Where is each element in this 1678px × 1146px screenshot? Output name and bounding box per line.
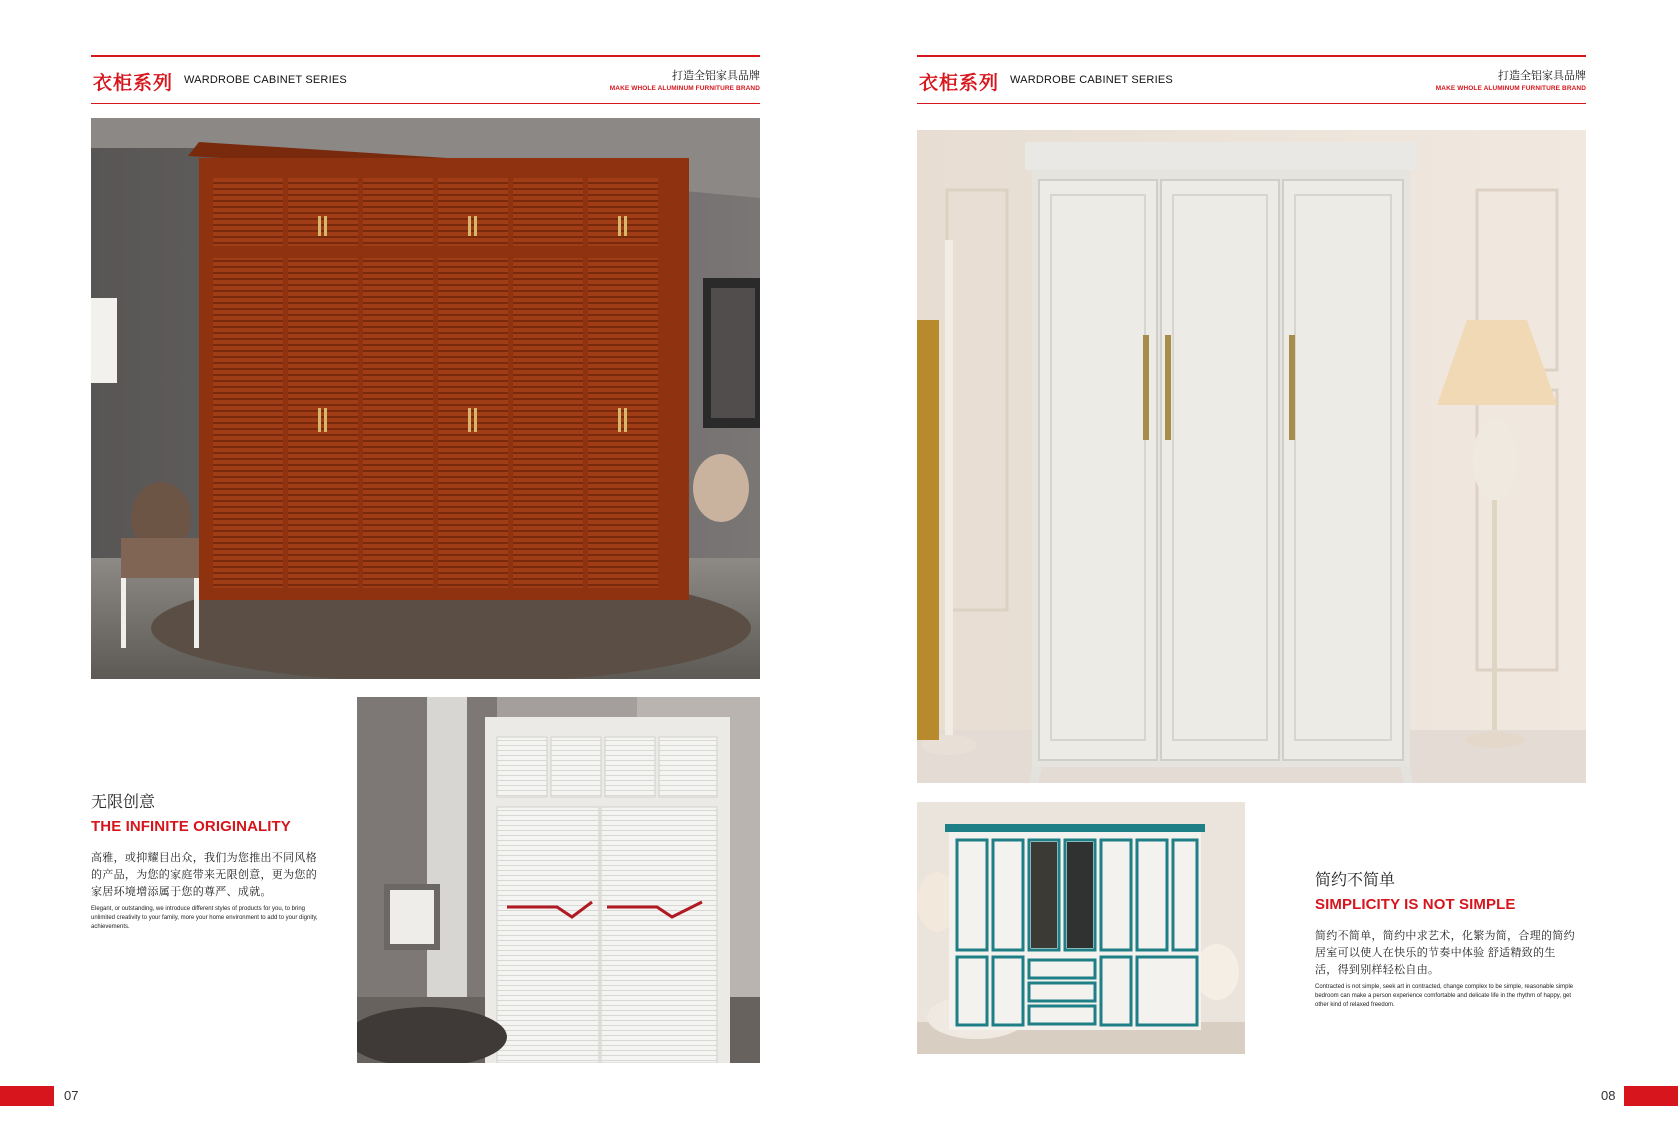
page-header xyxy=(917,55,1586,104)
section-heading-cn: 简约不简单 xyxy=(1315,872,1396,889)
series-title-en: WARDROBE CABINET SERIES xyxy=(184,74,347,86)
section-heading-cn: 无限创意 xyxy=(91,794,156,811)
page-number: 08 xyxy=(1601,1088,1616,1103)
body-text-en: Elegant, or outstanding, we introduce different styles of products for you, to bring unlimited creativity to your family, more your home environment to add to your dignity, achievements. xyxy=(91,906,318,930)
brand-slogan-cn: 打造全铝家具品牌 xyxy=(1498,70,1586,82)
white-three-door-wardrobe-photo xyxy=(917,130,1586,783)
page-header xyxy=(91,55,760,104)
red-wardrobe-photo xyxy=(91,118,760,679)
section-heading-en: THE INFINITE ORIGINALITY xyxy=(91,818,291,835)
white-sliding-wardrobe-photo xyxy=(357,697,760,1063)
brand-slogan-en: MAKE WHOLE ALUMINUM FURNITURE BRAND xyxy=(1435,85,1586,92)
brand-slogan-en: MAKE WHOLE ALUMINUM FURNITURE BRAND xyxy=(609,85,760,92)
series-title-cn: 衣柜系列 xyxy=(93,73,174,94)
series-title-en: WARDROBE CABINET SERIES xyxy=(1010,74,1173,86)
section-heading-en: SIMPLICITY IS NOT SIMPLE xyxy=(1315,896,1516,913)
series-title-cn: 衣柜系列 xyxy=(919,73,1000,94)
teal-trim-wardrobe-photo xyxy=(917,802,1245,1054)
brand-slogan-cn: 打造全铝家具品牌 xyxy=(672,70,760,82)
page-number-bar xyxy=(1624,1086,1678,1106)
right-page xyxy=(839,0,1678,1146)
body-text-cn: 简约不简单，简约中求艺术，化繁为简，合理的简约居室可以使人在快乐的节奏中体验 舒适精致的生活，得到别样轻松自由。 xyxy=(1315,930,1575,976)
body-text-en: Contracted is not simple, seek art in contracted, change complex to be simple, reasonable simple bedroom can make a person experience comfortable and delicate life in the rhythm of happy, get other kind of relaxed freedom. xyxy=(1315,984,1574,1008)
page-number: 07 xyxy=(64,1088,79,1103)
page-number-bar xyxy=(0,1086,54,1106)
body-text-cn: 高雅，或抑耀目出众，我们为您推出不同风格的产品，为您的家庭带来无限创意，更为您的家居环境增添属于您的尊严、成就。 xyxy=(91,852,317,898)
